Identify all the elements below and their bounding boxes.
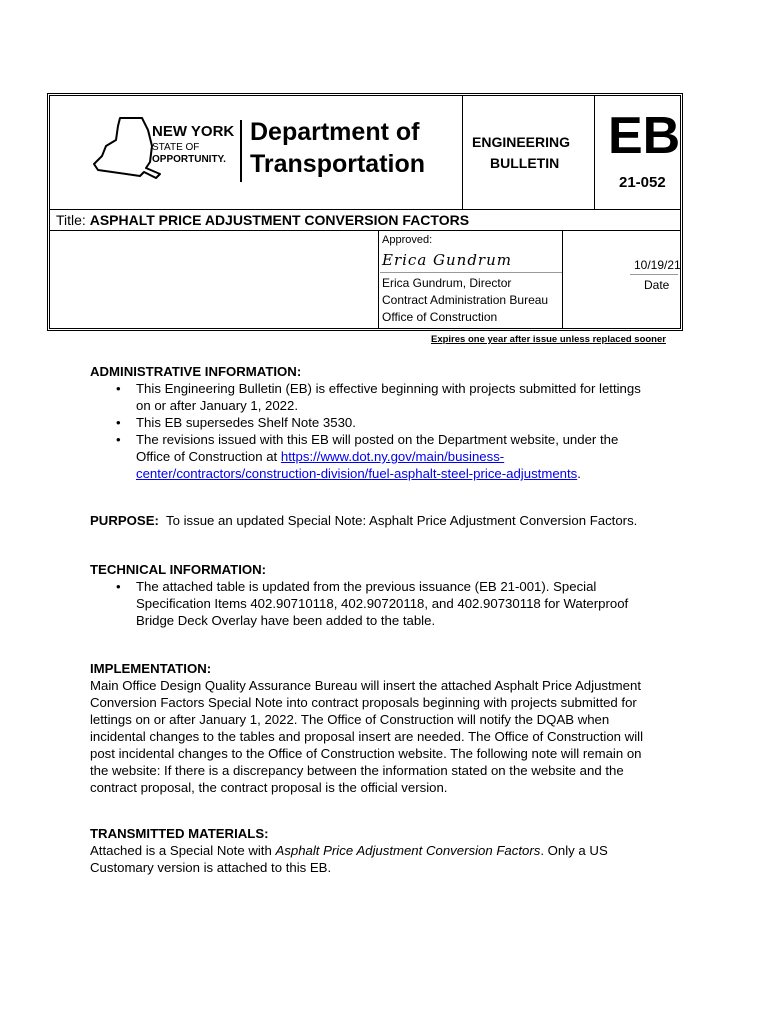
title-row [50,209,680,231]
text-part: Attached is a Special Note with [90,843,276,858]
technical-section [90,561,690,629]
list-item-text [136,465,690,482]
website-link[interactable]: https://www.dot.ny.gov/main/business- [280,449,505,464]
approval-date: 10/19/21 [634,258,681,272]
approver-name: Erica Gundrum, Director [382,276,512,290]
bullet-icon: • [116,415,121,430]
state-name: NEW YORK [152,123,235,140]
implementation-heading: IMPLEMENTATION: [90,661,212,676]
page-title: ASPHALT PRICE ADJUSTMENT CONVERSION FACTORS [89,212,470,228]
logo-divider [240,120,242,182]
state-of-label: STATE OF [152,142,200,153]
paragraph-line: the website: If there is a discrepancy between the information stated on the website and the [90,763,624,778]
signature-line [380,272,562,273]
transmitted-heading: TRANSMITTED MATERIALS: [90,826,269,841]
purpose-text: To issue an updated Special Note: Asphalt Price Adjustment Conversion Factors. [165,513,638,528]
list-item-text-part: Office of Construction at [136,449,281,464]
list-item-text: The revisions issued with this EB will posted on the Department website, under the [136,432,619,447]
paragraph-line [90,842,690,859]
title-label: Title: [56,212,86,228]
paragraph-line: incidental changes to the tables and proposal insert are needed. The Office of Construction will [90,729,643,744]
list-item [90,414,690,431]
approval-blank-cell [50,231,379,328]
administrative-list [90,380,690,482]
list-item [90,380,690,414]
paragraph-line: Main Office Design Quality Assurance Bureau will insert the attached Asphalt Price Adjustment [90,678,641,693]
bulletin-type-cell [462,96,595,209]
purpose-section [90,512,690,529]
list-item-text: Specification Items 402.90710118, 402.90720118, and 402.90730118 for Waterproof [136,596,629,611]
paragraph-line: Conversion Factors Special Note into contract proposals beginning with projects submitted for [90,695,637,710]
administrative-heading: ADMINISTRATIVE INFORMATION: [90,364,302,379]
opportunity-label: OPPORTUNITY. [152,154,226,165]
list-item-text: Bridge Deck Overlay have been added to the table. [136,613,436,628]
list-item-text: This Engineering Bulletin (EB) is effective beginning with projects submitted for lettings [136,381,641,396]
bullet-icon: • [116,579,121,594]
bulletin-code-cell [594,96,680,209]
approval-row [50,231,680,328]
approver-office: Office of Construction [382,310,498,324]
approval-signature-cell [378,231,563,328]
transmitted-section [90,825,690,876]
paragraph-line: lettings on or after January 1, 2022. The Office of Construction will notify the DQAB when [90,712,610,727]
bulletin-type-line2: BULLETIN [490,155,560,171]
logo-cell [50,96,463,209]
technical-heading: TECHNICAL INFORMATION: [90,562,267,577]
special-note-title: Asphalt Price Adjustment Conversion Factors [275,843,541,858]
bulletin-type-line1: ENGINEERING [472,134,571,150]
date-line [630,274,678,275]
bulletin-number: 21-052 [619,174,666,191]
bulletin-code: EB [608,107,681,165]
approval-date-cell [562,231,680,328]
administrative-section [90,363,690,482]
paragraph-line: Customary version is attached to this EB. [90,860,332,875]
approver-bureau: Contract Administration Bureau [382,293,549,307]
paragraph-line: post incidental changes to the Office of Construction website. The following note will remain on [90,746,642,761]
department-name-line1: Department of [250,118,420,146]
list-item-text: on or after January 1, 2022. [136,398,299,413]
approved-label: Approved: [382,234,433,246]
purpose-label: PURPOSE: [90,513,159,528]
list-item-text-part: . [577,466,581,481]
list-item [90,578,690,629]
signature: Erica Gundrum [382,251,512,269]
text-part: . Only a US [540,843,608,858]
bullet-icon: • [116,381,121,396]
list-item-text: The attached table is updated from the previous issuance (EB 21-001). Special [136,579,597,594]
implementation-section [90,660,690,796]
header-top-row [50,96,680,210]
list-item-text [136,448,690,465]
website-link-continued[interactable]: center/contractors/construction-division/fuel-asphalt-steel-price-adjustments [136,466,578,481]
list-item-text: This EB supersedes Shelf Note 3530. [136,415,356,430]
technical-list [90,578,690,629]
date-label: Date [644,278,670,292]
paragraph-line: contract proposal, the contract proposal is the official version. [90,780,448,795]
expiration-note: Expires one year after issue unless replaced sooner [431,334,666,345]
bullet-icon: • [116,432,121,447]
list-item [90,431,690,482]
bulletin-header [47,93,683,331]
department-name-line2: Transportation [250,150,426,178]
